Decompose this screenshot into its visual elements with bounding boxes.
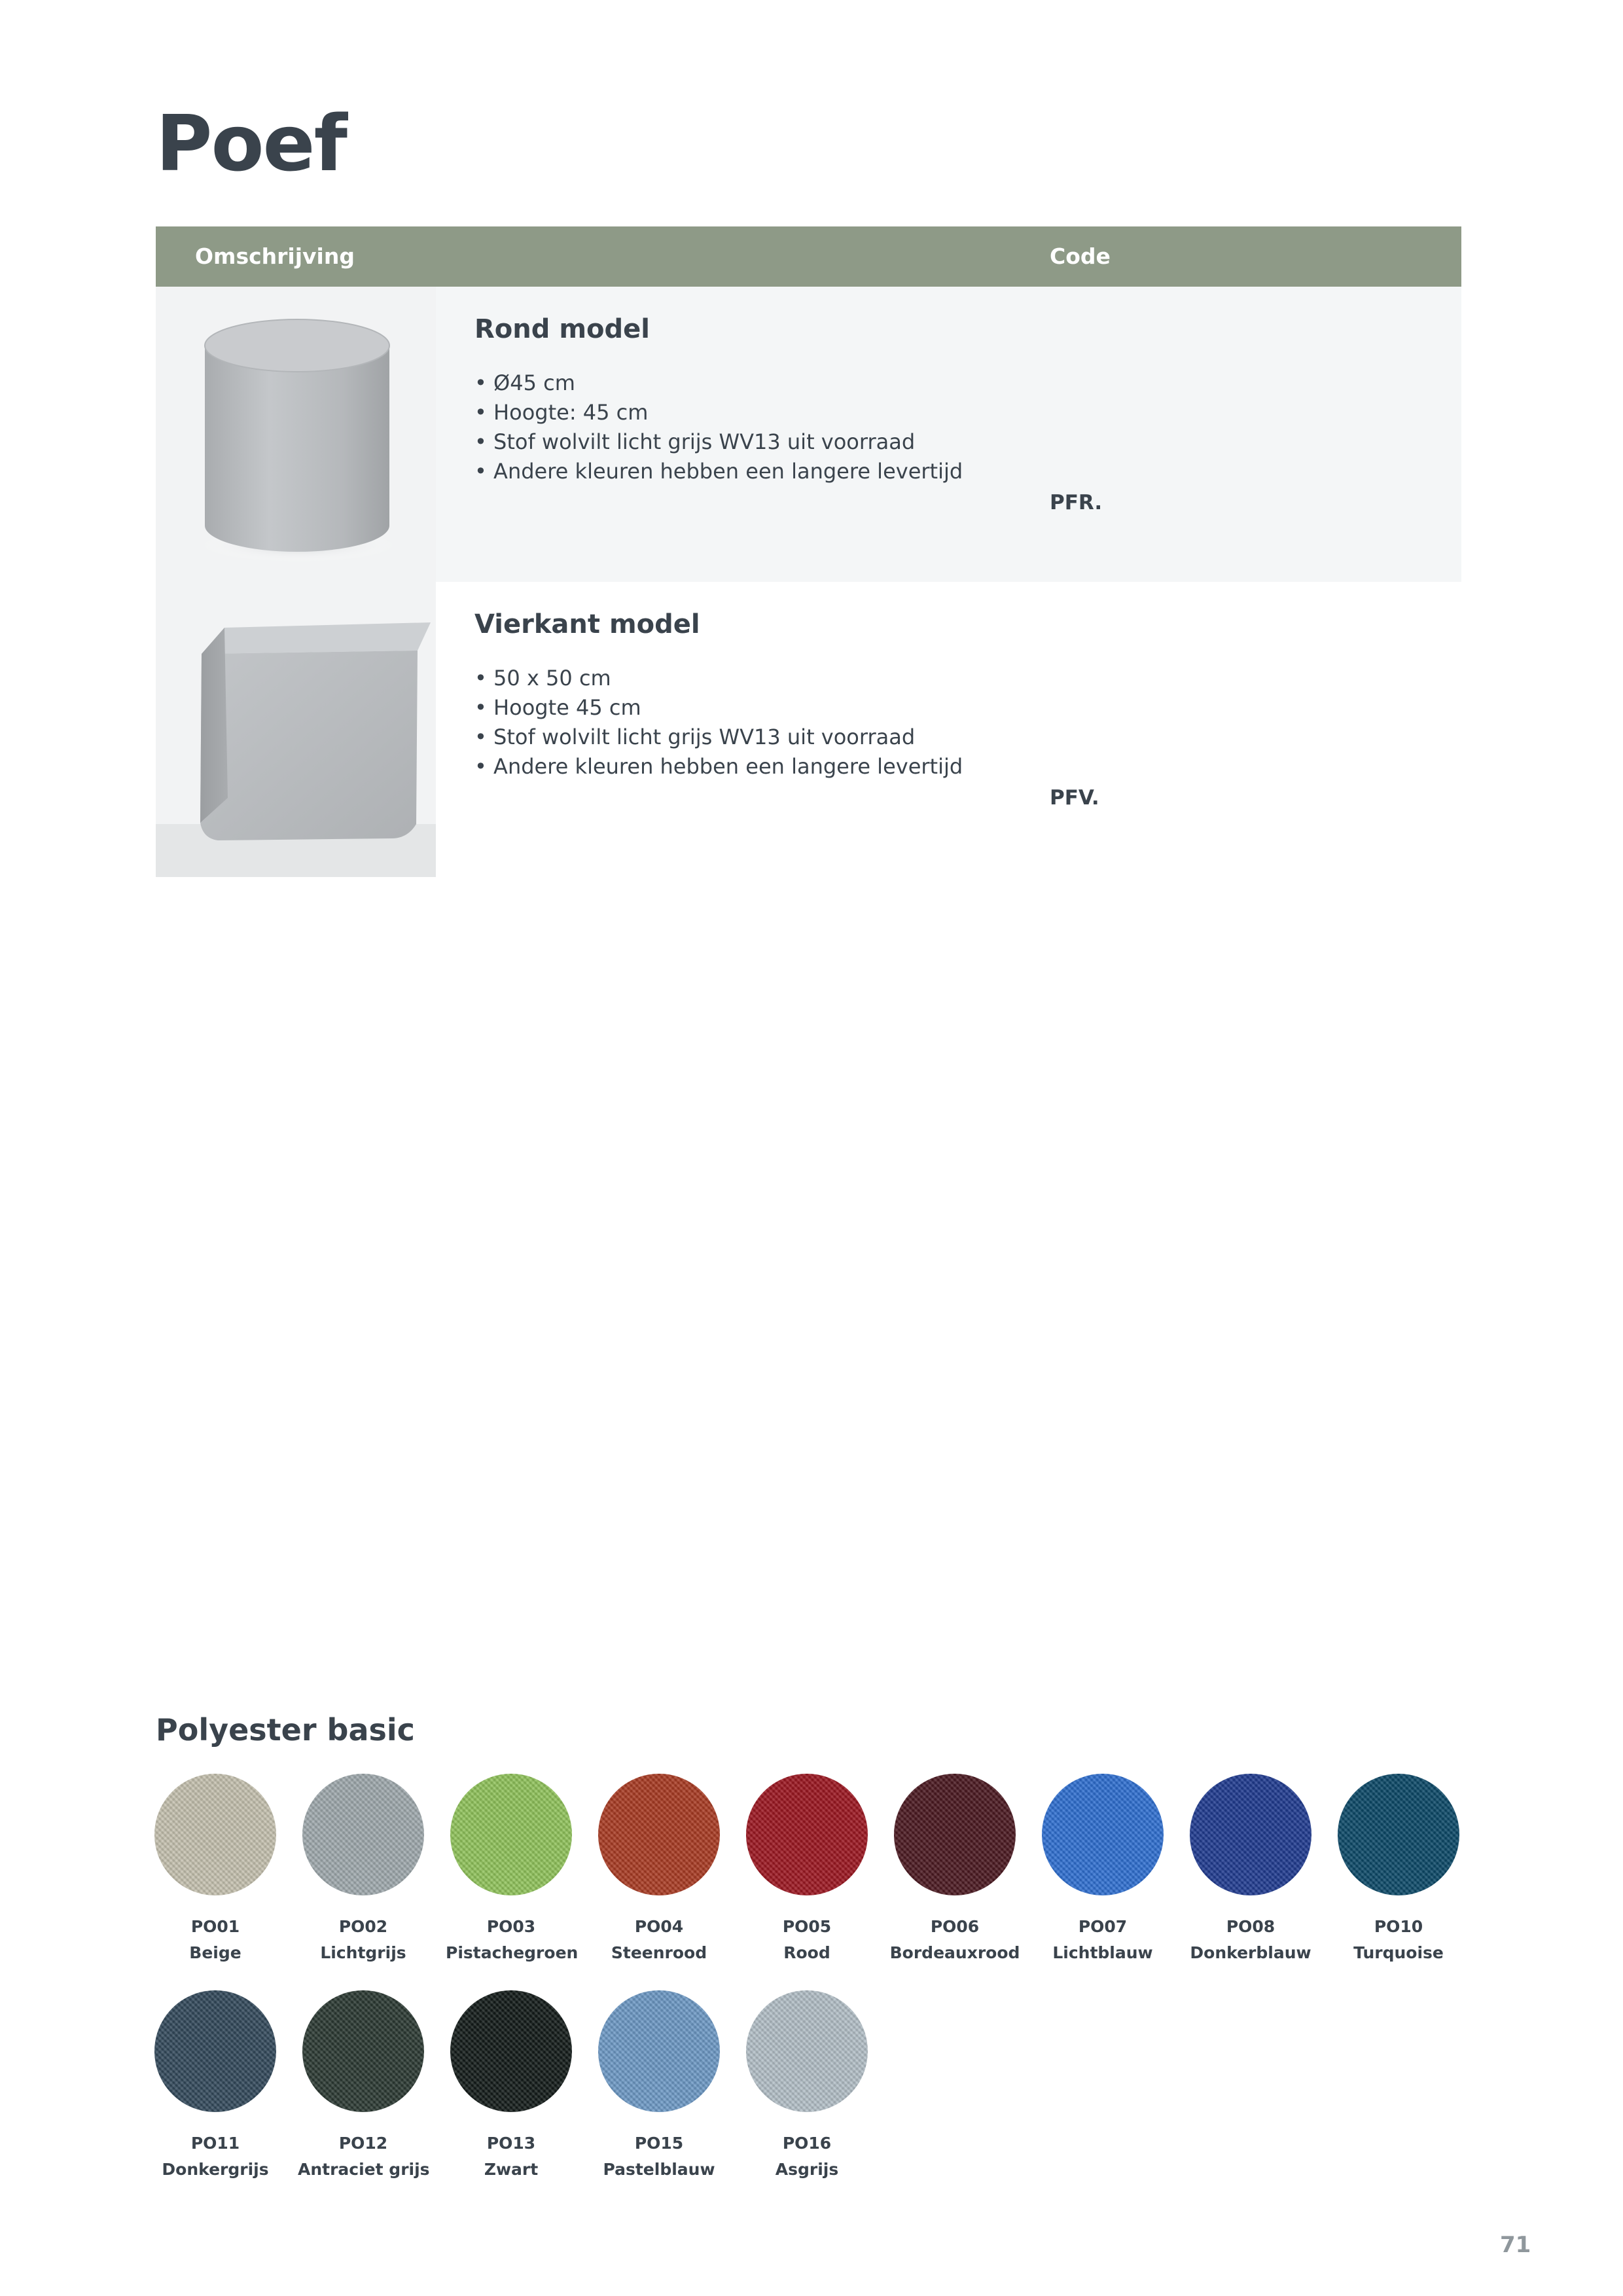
swatch-name: Zwart <box>484 2160 539 2179</box>
swatch-circle <box>598 1774 720 1895</box>
swatch-name: Lichtgrijs <box>320 1943 406 1962</box>
color-swatch <box>594 1774 724 1966</box>
color-swatch <box>298 1774 429 1966</box>
color-swatch <box>150 1774 281 1966</box>
page-number: 71 <box>1500 2232 1531 2258</box>
spec-item: • Andere kleuren hebben een langere levertijd <box>474 752 963 781</box>
swatch-code: PO06 <box>930 1917 980 1936</box>
swatch-name: Turquoise <box>1353 1943 1444 1962</box>
spec-item: • Hoogte 45 cm <box>474 693 963 723</box>
swatch-code: PO12 <box>338 2134 388 2153</box>
round-pouf-image <box>156 287 436 582</box>
swatch-code: PO13 <box>486 2134 536 2153</box>
spec-item: • Ø45 cm <box>474 368 963 398</box>
color-swatch <box>150 1990 281 2183</box>
swatch-code: PO11 <box>190 2134 240 2153</box>
swatch-name: Lichtblauw <box>1052 1943 1153 1962</box>
swatch-circle <box>450 1774 572 1895</box>
swatch-circle <box>154 1990 276 2112</box>
color-swatch <box>1185 1774 1316 1966</box>
swatch-name: Beige <box>189 1943 241 1962</box>
swatch-code: PO05 <box>782 1917 832 1936</box>
swatch-code: PO16 <box>782 2134 832 2153</box>
product-code: PFR. <box>1050 491 1103 514</box>
swatch-circle <box>1338 1774 1459 1895</box>
swatch-circle <box>1190 1774 1311 1895</box>
swatch-section-title: Polyester basic <box>156 1712 415 1748</box>
swatch-code: PO02 <box>338 1917 388 1936</box>
spec-item: • 50 x 50 cm <box>474 664 963 693</box>
color-swatch <box>741 1990 872 2183</box>
swatch-circle <box>894 1774 1016 1895</box>
swatch-circle <box>598 1990 720 2112</box>
product-code: PFV. <box>1050 786 1099 810</box>
spec-item: • Andere kleuren hebben een langere levertijd <box>474 457 963 486</box>
swatch-code: PO03 <box>486 1917 536 1936</box>
color-swatch <box>446 1990 577 2183</box>
swatch-name: Donkerblauw <box>1190 1943 1311 1962</box>
product-row-round <box>156 287 1461 582</box>
swatch-name: Antraciet grijs <box>298 2160 430 2179</box>
color-swatch <box>446 1774 577 1966</box>
spec-item: • Stof wolvilt licht grijs WV13 uit voorraad <box>474 427 963 457</box>
color-swatch <box>594 1990 724 2183</box>
swatch-circle <box>746 1774 868 1895</box>
swatch-name: Pistachegroen <box>446 1943 579 1962</box>
swatch-name: Asgrijs <box>775 2160 839 2179</box>
page-title: Poef <box>156 98 346 188</box>
color-swatch <box>1333 1774 1464 1966</box>
swatch-code: PO01 <box>190 1917 240 1936</box>
product-name: Vierkant model <box>474 609 700 639</box>
swatch-circle <box>302 1774 424 1895</box>
swatch-code: PO07 <box>1078 1917 1128 1936</box>
swatch-circle <box>302 1990 424 2112</box>
spec-item: • Hoogte: 45 cm <box>474 398 963 427</box>
product-row-square <box>156 582 1461 877</box>
spec-item: • Stof wolvilt licht grijs WV13 uit voorraad <box>474 723 963 752</box>
swatch-circle <box>450 1990 572 2112</box>
color-swatch <box>298 1990 429 2183</box>
code-column-header: Code <box>1050 243 1111 269</box>
swatch-name: Donkergrijs <box>162 2160 269 2179</box>
swatch-code: PO15 <box>634 2134 684 2153</box>
product-name: Rond model <box>474 314 650 344</box>
swatch-circle <box>746 1990 868 2112</box>
color-swatch <box>741 1774 872 1966</box>
swatch-circle <box>1042 1774 1164 1895</box>
table-header <box>156 226 1461 287</box>
swatch-circle <box>154 1774 276 1895</box>
swatch-name: Pastelblauw <box>603 2160 715 2179</box>
swatch-code: PO08 <box>1226 1917 1275 1936</box>
swatch-code: PO04 <box>634 1917 684 1936</box>
color-swatch <box>889 1774 1020 1966</box>
description-column-header: Omschrijving <box>195 243 355 269</box>
spec-list <box>474 664 963 781</box>
swatch-name: Rood <box>783 1943 830 1962</box>
spec-list <box>474 368 963 486</box>
swatch-code: PO10 <box>1374 1917 1423 1936</box>
color-swatch <box>1037 1774 1168 1966</box>
swatch-name: Bordeauxrood <box>889 1943 1020 1962</box>
swatch-name: Steenrood <box>611 1943 707 1962</box>
square-pouf-image <box>156 582 436 877</box>
